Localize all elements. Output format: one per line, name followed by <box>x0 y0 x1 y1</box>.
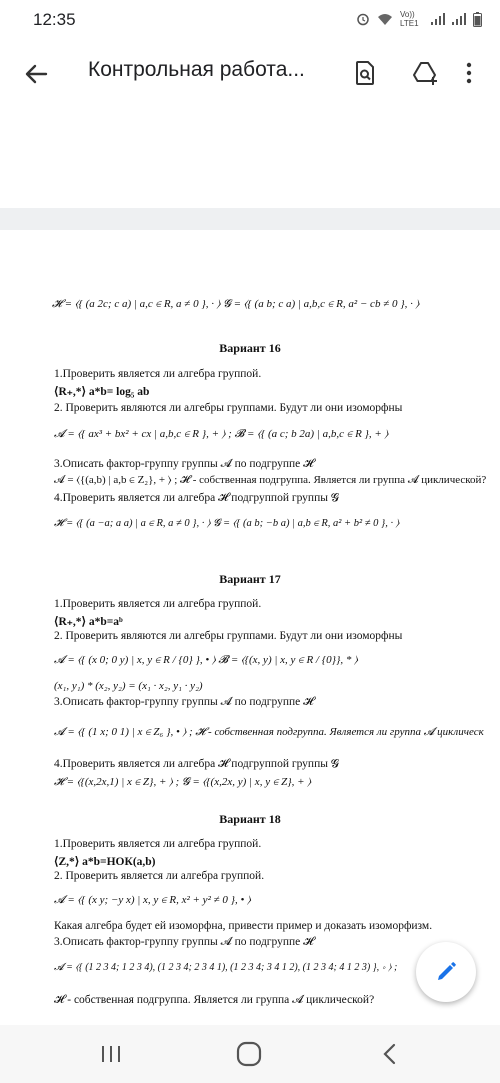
search-in-document-button[interactable] <box>352 60 378 86</box>
v18-task-3-subgroup: 𝓗 - собственная подгруппа. Является ли группа 𝓐 циклической? <box>54 994 375 1006</box>
status-time: 12:35 <box>33 10 76 29</box>
search-document-icon <box>352 60 378 86</box>
v18-task-3: 3.Описать фактор-группу группы 𝓐 по подгруппе 𝓗 <box>54 936 314 948</box>
v17-task-3: 3.Описать фактор-группу группы 𝓐 по подгруппе 𝓗 <box>54 696 314 708</box>
v17-task-4: 4.Проверить является ли алгебра 𝓗 подгруппой группы 𝓖 <box>54 758 339 770</box>
v16-task-4: 4.Проверить является ли алгебра 𝓗 подгруппой группы 𝓖 <box>54 492 339 504</box>
home-button[interactable] <box>233 1041 265 1067</box>
v17-task-2-operation: (x₁, y₁) * (x₂, y₂) = (x₁ · x₂, y₁ · y₂) <box>54 680 203 692</box>
v17-task-4-formula: 𝓗 = ⟨{(x,2x,1) | x ∈ Z}, + ⟩ ; 𝓖 = ⟨{(x,2x, y) | x, y ∈ Z}, + ⟩ <box>54 776 311 788</box>
v16-task-1-formula: ⟨R₊,*⟩ a*b= log₅ ab <box>54 386 150 398</box>
app-bar <box>0 38 500 108</box>
v17-task-1: 1.Проверить является ли алгебра группой. <box>54 598 262 610</box>
signal-icon-2 <box>452 13 466 25</box>
signal-icon <box>431 13 445 25</box>
v16-task-2: 2. Проверить являются ли алгебры группами. Будут ли они изоморфны <box>54 402 403 414</box>
v17-task-3-formula: 𝓐 = ⟨{ (1 x; 0 1) | x ∈ Z₆ }, • ⟩ ; 𝓗 - собственная подгруппа. Является ли группа 𝓐 циклическ <box>54 726 484 738</box>
v16-task-2-formula: 𝓐 = ⟨{ ax³ + bx² + cx | a,b,c ∈ R }, + ⟩ ; 𝓑 = ⟨{ (a c; b 2a) | a,b,c ∈ R }, + ⟩ <box>54 428 389 440</box>
more-vert-icon <box>462 60 476 86</box>
back-button[interactable] <box>22 60 50 88</box>
status-icons <box>356 8 482 30</box>
arrow-left-icon <box>22 60 50 88</box>
v18-task-3-formula: 𝓐 = ⟨{ (1 2 3 4; 1 2 3 4), (1 2 3 4; 2 3 4 1), (1 2 3 4; 3 4 1 2), (1 2 3 4; 4 1 2 3) }, ∘ ⟩ ; <box>54 962 398 973</box>
add-to-drive-button[interactable] <box>412 60 438 86</box>
alarm-icon <box>356 12 370 26</box>
v18-task-1: 1.Проверить является ли алгебра группой. <box>54 838 262 850</box>
v17-task-2: 2. Проверить являются ли алгебры группами. Будут ли они изоморфны <box>54 630 403 642</box>
v18-task-2: 2. Проверить является ли алгебра группой. <box>54 870 265 882</box>
home-icon <box>236 1041 262 1067</box>
variant-16-title: Вариант 16 <box>219 341 281 355</box>
v16-task-3-formula: 𝓐 = ⟨{(a,b) | a,b ∈ Z₂}, + ⟩ ; 𝓗 - собственная подгруппа. Является ли группа 𝓐 циклической? <box>54 474 487 486</box>
v16-task-3: 3.Описать фактор-группу группы 𝓐 по подгруппе 𝓗 <box>54 458 314 470</box>
edit-pencil-icon <box>434 960 458 984</box>
wifi-icon <box>377 13 393 25</box>
v17-task-1-formula: ⟨R₊,*⟩ a*b=aᵇ <box>54 616 123 628</box>
status-bar <box>0 0 500 38</box>
v16-task-1: 1.Проверить является ли алгебра группой. <box>54 368 262 380</box>
more-options-button[interactable] <box>462 60 476 86</box>
system-back-button[interactable] <box>378 1041 402 1067</box>
recent-apps-button[interactable] <box>96 1041 126 1067</box>
system-navigation-bar <box>0 1025 500 1083</box>
formula-top: 𝓗 = ⟨{ (a 2c; c a) | a,c ∈ R, a ≠ 0 }, · ⟩ 𝓖 = ⟨{ (a b; c a) | a,b,c ∈ R, a² − cb ≠ 0 }, · ⟩ <box>52 298 420 310</box>
document-page[interactable] <box>0 230 500 1025</box>
v18-task-1-formula: ⟨Z,*⟩ a*b=НОК(a,b) <box>54 856 156 868</box>
variant-17-title: Вариант 17 <box>219 572 281 586</box>
chevron-left-icon <box>382 1043 398 1065</box>
add-to-drive-icon <box>412 60 440 86</box>
page-separator <box>0 208 500 230</box>
variant-18-title: Вариант 18 <box>219 812 281 826</box>
recent-apps-icon <box>100 1044 122 1064</box>
edit-button[interactable] <box>416 942 476 1002</box>
battery-icon <box>473 12 482 27</box>
v18-task-2-formula: 𝓐 = ⟨{ (x y; −y x) | x, y ∈ R, x² + y² ≠ 0 }, • ⟩ <box>54 894 251 906</box>
v16-task-4-formula: 𝓗 = ⟨{ (a −a; a a) | a ∈ R, a ≠ 0 }, · ⟩ 𝓖 = ⟨{ (a b; −b a) | a,b ∈ R, a² + b² ≠ 0 }, · ⟩ <box>54 518 400 529</box>
v17-task-2-formula: 𝓐 = ⟨{ (x 0; 0 y) | x, y ∈ R / {0} }, • ⟩ 𝓑 = ⟨{(x, y) | x, y ∈ R / {0}}, * ⟩ <box>54 654 358 666</box>
v18-task-2-question: Какая алгебра будет ей изоморфна, привести пример и доказать изоморфизм. <box>54 920 433 932</box>
network-label: Vo)) LTE1 <box>400 10 419 28</box>
document-title: Контрольная работа... <box>88 58 305 81</box>
